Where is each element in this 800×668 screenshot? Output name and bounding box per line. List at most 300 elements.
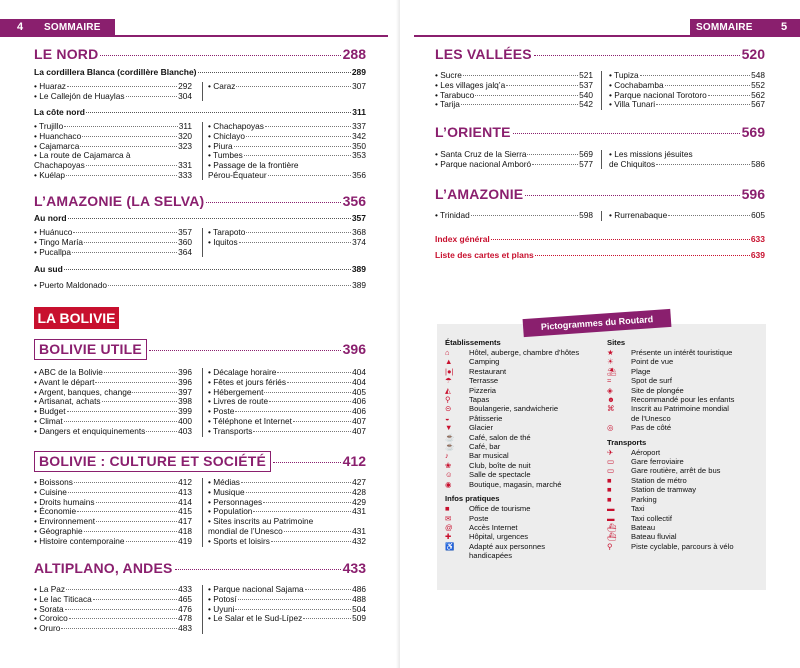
toc-entry-label: • Sites inscrits au Patrimoine	[208, 516, 314, 527]
toc-entry-label: • Pucallpa	[34, 246, 72, 257]
picto-label: Pizzeria	[469, 385, 497, 395]
toc-entry-page: 431	[352, 506, 366, 517]
subsection-cordillera-blanca[interactable]	[34, 67, 366, 77]
picto-label: Terrasse	[469, 376, 499, 386]
toc-entry-page: 419	[178, 535, 192, 546]
list-blanca-left	[34, 82, 192, 102]
toc-entry-page: 569	[579, 149, 593, 159]
toc-entry[interactable]	[208, 537, 366, 547]
leader-dots	[534, 55, 740, 56]
toc-entry-label: • Tupiza	[609, 70, 639, 80]
toc-entry-label: • Climat	[34, 415, 63, 426]
toc-entry[interactable]	[208, 82, 366, 92]
picto-label: Bateau fluvial	[631, 532, 677, 542]
leader-dots	[68, 492, 177, 493]
section-page: 569	[741, 124, 765, 140]
toc-entry-label: • Économie	[34, 506, 77, 517]
toc-entry-page: 405	[352, 386, 366, 397]
toc-entry-label: • Cochabamba	[609, 79, 664, 90]
toc-entry-label: • Chiclayo	[208, 130, 246, 141]
picto-label: Station de tramway	[631, 485, 696, 495]
toc-entry-page: 360	[178, 236, 192, 247]
pictogrammes-box	[437, 314, 766, 590]
toc-entry-page: 413	[178, 486, 192, 497]
toc-entry[interactable]	[609, 211, 765, 221]
section-title: ALTIPLANO, ANDES	[34, 560, 173, 576]
toc-entry-page: 400	[178, 415, 192, 426]
toc-entry-page: 292	[178, 81, 192, 91]
toc-entry-label: Pérou-Équateur	[208, 169, 267, 180]
icecream-icon: ▼	[445, 423, 453, 433]
section-amazonie[interactable]	[435, 186, 765, 202]
leader-dots	[244, 155, 351, 156]
leader-dots	[268, 175, 352, 176]
picto-transports	[607, 448, 763, 551]
subsection-page: 289	[351, 67, 366, 77]
leader-dots	[475, 95, 578, 96]
toc-entry-page: 504	[352, 603, 366, 614]
section-culture-societe[interactable]	[34, 451, 366, 472]
toc-entry-label: • Hébergement	[208, 386, 264, 397]
leader-dots	[126, 96, 178, 97]
picto-row	[607, 386, 763, 395]
leader-dots	[491, 239, 750, 240]
toc-entry-label: • Musique	[208, 486, 245, 497]
tea-icon: ☕	[445, 432, 455, 442]
toc-entry-page: 605	[751, 210, 765, 220]
terrace-icon: ☂	[445, 376, 452, 386]
toc-entry-page: 374	[352, 236, 366, 247]
toc-entry[interactable]	[34, 92, 192, 102]
toc-entry-label: • Huánuco	[34, 227, 73, 237]
picto-label: Accès Internet	[469, 522, 518, 532]
picto-row	[607, 542, 763, 551]
list-oriente-right	[609, 150, 765, 170]
picto-row	[445, 348, 605, 357]
leader-dots	[84, 242, 177, 243]
index-label: Index général	[435, 234, 490, 244]
section-page: 396	[342, 341, 366, 357]
toc-entry-label: • Caraz	[208, 81, 236, 91]
picto-label: Piste cyclable, parcours à vélo	[631, 541, 734, 551]
right-header-title: SOMMAIRE	[696, 22, 753, 33]
list-cote-right	[208, 122, 366, 181]
subsection-au-nord[interactable]	[34, 213, 366, 223]
leader-dots	[461, 104, 578, 105]
toc-entry-label: • Médias	[208, 477, 240, 487]
leader-dots	[64, 421, 177, 422]
list-au-sud	[34, 281, 366, 291]
leader-dots	[69, 618, 177, 619]
leader-dots	[535, 255, 750, 256]
right-page-number: 5	[780, 21, 788, 33]
toc-entry-page: 320	[178, 130, 192, 141]
picto-row	[445, 551, 605, 560]
toc-entry-label: • Passage de la frontière	[208, 160, 299, 171]
leader-dots	[246, 492, 352, 493]
pastry-icon: ◒	[445, 413, 450, 423]
toc-entry-page: 542	[579, 99, 593, 110]
section-les-vallees[interactable]	[435, 46, 765, 62]
toc-entry-label: • Dangers et enquiquinements	[34, 425, 146, 436]
picto-row	[607, 423, 763, 432]
leader-dots	[238, 599, 351, 600]
picto-right-column	[607, 338, 763, 551]
river-boat-icon: ⛴	[607, 532, 617, 542]
picto-row	[445, 376, 605, 385]
toc-entry-page: 478	[178, 613, 192, 624]
leader-dots	[82, 136, 177, 137]
section-page: 433	[342, 560, 366, 576]
leader-dots	[656, 164, 750, 165]
column-divider	[202, 122, 203, 180]
picto-row	[445, 414, 605, 423]
toc-entry-label: • Géographie	[34, 525, 83, 536]
toc-entry[interactable]	[208, 238, 366, 248]
boat-icon: ⛴	[607, 522, 617, 532]
camping-icon: ▲	[445, 357, 453, 367]
leader-dots	[293, 421, 351, 422]
picto-label: Station de métro	[631, 475, 687, 485]
left-header-rule	[0, 35, 388, 37]
toc-entry-page: 406	[352, 396, 366, 407]
picto-row	[607, 395, 763, 404]
bike-icon: ⚲	[607, 541, 613, 551]
toc-entry-label: • Chachapoyas	[208, 121, 264, 131]
leader-dots	[656, 104, 750, 105]
toc-entry-page: 552	[751, 79, 765, 90]
picto-row	[445, 480, 605, 489]
toc-entry-label: • Tingo María	[34, 236, 84, 247]
picto-label: Parking	[631, 494, 657, 504]
toc-entry-label: • Oruro	[34, 623, 61, 634]
toc-entry-label: • Puerto Maldonado	[34, 280, 108, 290]
picto-row	[607, 523, 763, 532]
toc-entry-label: • Coroico	[34, 613, 68, 624]
leader-dots	[132, 392, 177, 393]
kids-icon: ☻	[607, 395, 615, 405]
section-title: L’AMAZONIE (LA SELVA)	[34, 193, 205, 209]
toc-entry-page: 407	[352, 425, 366, 436]
toc-entry[interactable]	[609, 100, 765, 110]
toc-entry[interactable]	[435, 160, 593, 170]
toc-entry[interactable]	[208, 427, 366, 437]
toc-entry[interactable]	[435, 211, 593, 221]
leader-dots	[66, 175, 177, 176]
leader-dots	[239, 242, 352, 243]
tram-icon: ■	[607, 485, 612, 495]
section-le-nord[interactable]	[34, 46, 366, 62]
toc-entry-page: 586	[751, 158, 765, 169]
picto-label: Office de tourisme	[469, 504, 531, 514]
toc-entry-label: • Kuélap	[34, 169, 66, 180]
metro-icon: ■	[607, 475, 612, 485]
leader-dots	[273, 462, 341, 463]
leader-dots	[68, 218, 351, 219]
parking-icon: ■	[607, 494, 612, 504]
toc-entry-page: 486	[352, 584, 366, 594]
toc-entry[interactable]	[208, 614, 366, 624]
airport-icon: ✈	[607, 447, 614, 457]
leader-dots	[96, 502, 178, 503]
leader-dots	[264, 392, 351, 393]
pizza-icon: ◭	[445, 385, 451, 395]
toc-entry-label: • Huaraz	[34, 81, 66, 91]
section-title: LES VALLÉES	[435, 46, 532, 62]
toc-entry-page: 311	[178, 121, 192, 131]
toc-entry-page: 567	[751, 99, 765, 110]
toc-entry-page: 404	[352, 376, 366, 387]
liste-cartes-link[interactable]	[435, 250, 765, 260]
toc-entry-page: 476	[178, 603, 192, 614]
leader-dots	[86, 112, 351, 113]
picto-heading: Infos pratiques	[445, 494, 500, 504]
section-oriente[interactable]	[435, 124, 765, 140]
picto-row	[445, 451, 605, 460]
info-icon: ■	[445, 504, 450, 514]
toc-entry-page: 414	[178, 496, 192, 507]
toc-entry-label: mondial de l’Unesco	[208, 525, 283, 536]
toc-entry-page: 399	[178, 406, 192, 417]
picto-label: Restaurant	[469, 366, 507, 376]
leader-dots	[96, 521, 177, 522]
toc-entry-page: 509	[352, 613, 366, 624]
leader-dots	[284, 531, 351, 532]
club-icon: ❀	[445, 460, 452, 470]
leader-dots	[64, 126, 178, 127]
column-divider	[601, 211, 602, 221]
picto-row	[445, 461, 605, 470]
subsection-cote-nord[interactable]	[34, 107, 366, 117]
picto-label: Hôpital, urgences	[469, 532, 529, 542]
toc-entry[interactable]	[34, 427, 192, 437]
leader-dots	[246, 136, 351, 137]
section-amazonie-selva[interactable]	[34, 193, 366, 209]
list-culture-right	[208, 478, 366, 547]
picto-row	[607, 476, 763, 485]
picto-row	[445, 532, 605, 541]
toc-entry-page: 417	[178, 516, 192, 527]
toc-entry-label: • Le Salar et le Sud-Lípez	[208, 613, 303, 624]
toc-entry[interactable]	[34, 624, 192, 634]
surf-icon: ≈	[607, 376, 612, 386]
picto-row	[607, 376, 763, 385]
leader-dots	[93, 599, 177, 600]
pictogrammes-title: Pictogrammes du Routard	[523, 309, 672, 337]
shop-icon: ◉	[445, 479, 452, 489]
leader-dots	[246, 232, 351, 233]
shared-taxi-icon: ▬	[607, 513, 615, 523]
toc-entry-label: • Uyuni	[208, 603, 235, 614]
toc-entry-label: • La Paz	[34, 584, 66, 594]
leader-dots	[86, 165, 177, 166]
section-title: BOLIVIE UTILE	[34, 339, 147, 360]
toc-entry-label: • Le Callejón de Huaylas	[34, 90, 125, 101]
leader-dots	[104, 372, 177, 373]
picto-row	[445, 357, 605, 366]
toc-entry-label: • Décalage horaire	[208, 367, 277, 377]
toc-entry-page: 577	[579, 158, 593, 169]
list-bolivie-utile-left	[34, 368, 192, 437]
leader-dots	[72, 252, 177, 253]
picto-row	[445, 386, 605, 395]
column-divider	[601, 150, 602, 169]
toc-entry-label: • Cuisine	[34, 486, 67, 497]
toc-entry-label: • Trujillo	[34, 121, 64, 131]
picto-heading: Sites	[607, 338, 626, 347]
toc-entry-label: • Argent, banques, change	[34, 386, 132, 397]
toc-entry-label: • Artisanat, achats	[34, 396, 101, 407]
column-divider	[202, 585, 203, 634]
picto-label: Poste	[469, 513, 489, 523]
toc-entry[interactable]	[435, 100, 593, 110]
at-icon: @	[445, 522, 453, 532]
leader-dots	[303, 618, 351, 619]
toc-entry-page: 304	[178, 90, 192, 101]
toc-entry-page: 353	[352, 150, 366, 161]
section-page: 288	[342, 46, 366, 62]
leader-dots	[471, 215, 578, 216]
subsection-au-sud[interactable]	[34, 264, 366, 274]
toc-entry-page: 562	[751, 89, 765, 100]
leader-dots	[668, 215, 750, 216]
toc-entry-page: 540	[579, 89, 593, 100]
column-divider	[202, 228, 203, 257]
list-cote-left	[34, 122, 192, 181]
offbeat-icon: ◎	[607, 423, 614, 433]
picto-row	[607, 448, 763, 457]
list-au-nord-right	[208, 228, 366, 248]
toc-entry[interactable]	[208, 171, 366, 181]
picto-row	[445, 367, 605, 376]
list-altiplano-right	[208, 585, 366, 624]
picto-label: Recommandé pour les enfants	[631, 395, 735, 405]
bar-icon: ☕	[445, 442, 455, 452]
toc-entry-page: 396	[178, 376, 192, 387]
list-blanca-right	[208, 82, 366, 92]
toc-entry-label: • Sucre	[435, 70, 462, 80]
leader-dots	[236, 86, 351, 87]
toc-entry[interactable]	[34, 171, 192, 181]
section-page: 596	[741, 186, 765, 202]
bakery-icon: ⊝	[445, 404, 452, 414]
toc-entry-page: 483	[178, 623, 192, 634]
picto-label: Bateau	[631, 522, 656, 532]
leader-dots	[146, 431, 177, 432]
list-oriente-left	[435, 150, 593, 170]
leader-dots	[241, 482, 351, 483]
music-icon: ♪	[445, 451, 449, 461]
leader-dots	[265, 126, 351, 127]
list-culture-left	[34, 478, 192, 547]
leader-dots	[77, 511, 177, 512]
leader-dots	[234, 146, 352, 147]
show-icon: ☺	[445, 470, 453, 480]
picto-label: Aéroport	[631, 447, 661, 457]
toc-entry-page: 356	[352, 169, 366, 180]
toc-entry[interactable]	[34, 537, 192, 547]
picto-row	[445, 523, 605, 532]
toc-entry[interactable]	[609, 160, 765, 170]
mail-icon: ✉	[445, 513, 452, 523]
toc-entry-page: 521	[579, 70, 593, 80]
section-title: BOLIVIE : CULTURE ET SOCIÉTÉ	[34, 451, 271, 472]
column-divider	[202, 478, 203, 547]
toc-entry-page: 403	[178, 425, 192, 436]
toc-entry-label: • Rurrenabaque	[609, 210, 668, 220]
toc-entry-page: 398	[178, 396, 192, 407]
index-general-link[interactable]	[435, 234, 765, 244]
leader-dots	[175, 569, 341, 570]
section-page: 520	[741, 46, 765, 62]
leader-dots	[513, 133, 740, 134]
picto-label: Boutique, magasin, marché	[469, 479, 562, 489]
toc-entry-page: 428	[352, 486, 366, 497]
picto-row	[445, 542, 605, 551]
toc-entry-label: • Boissons	[34, 477, 73, 487]
toc-entry-label: • Iquitos	[208, 236, 238, 247]
toc-entry-label: • Potosí	[208, 593, 237, 604]
toc-entry-page: 537	[579, 79, 593, 90]
toc-entry-label: • Huanchaco	[34, 130, 82, 141]
diving-icon: ◈	[607, 385, 613, 395]
list-bolivie-utile-right	[208, 368, 366, 437]
leader-dots	[100, 55, 340, 56]
picto-row	[445, 433, 605, 442]
leader-dots	[80, 146, 177, 147]
section-page: 412	[342, 453, 366, 469]
right-header-rule	[414, 35, 800, 37]
toc-entry-label: • Parque nacional Torotoro	[609, 89, 707, 100]
toc-entry-label: • Histoire contemporaine	[34, 535, 125, 546]
taxi-icon: ▬	[607, 504, 615, 514]
column-divider	[202, 82, 203, 101]
toc-entry-page: 357	[178, 227, 192, 237]
leader-dots	[235, 411, 351, 412]
picto-label: Tapas	[469, 395, 490, 405]
toc-entry-page: 415	[178, 506, 192, 517]
picto-label: Taxi	[631, 504, 645, 514]
picto-label: Boulangerie, sandwicherie	[469, 404, 559, 414]
leader-dots	[532, 164, 578, 165]
section-bolivie-utile[interactable]	[34, 339, 366, 360]
toc-entry-label: • Budget	[34, 406, 66, 417]
section-altiplano-andes[interactable]	[34, 560, 366, 576]
leader-dots	[235, 609, 351, 610]
toc-entry[interactable]	[34, 281, 366, 291]
unesco-icon: ⌘	[607, 404, 615, 414]
toc-entry-label: • Population	[208, 506, 253, 517]
picto-row	[607, 357, 763, 366]
toc-entry-label: • Parque nacional Sajama	[208, 584, 304, 594]
toc-entry-page: 432	[352, 535, 366, 546]
subsection-title: Au nord	[34, 213, 67, 223]
picto-label: de l’Unesco	[631, 413, 671, 423]
accessible-icon: ♿	[445, 541, 455, 551]
picto-row	[445, 395, 605, 404]
toc-entry[interactable]	[34, 248, 192, 258]
toc-entry-page: 407	[352, 415, 366, 426]
leader-dots	[67, 411, 178, 412]
picto-label: Taxi collectif	[631, 513, 672, 523]
picto-label: Inscrit au Patrimoine mondial	[631, 404, 729, 414]
list-amazonie-left	[435, 211, 593, 221]
toc-entry-label: • Poste	[208, 406, 235, 417]
picto-label: Plage	[631, 366, 651, 376]
subsection-page: 389	[351, 264, 366, 274]
toc-entry-page: 598	[579, 210, 593, 220]
toc-entry-label: Chachapoyas	[34, 160, 85, 171]
